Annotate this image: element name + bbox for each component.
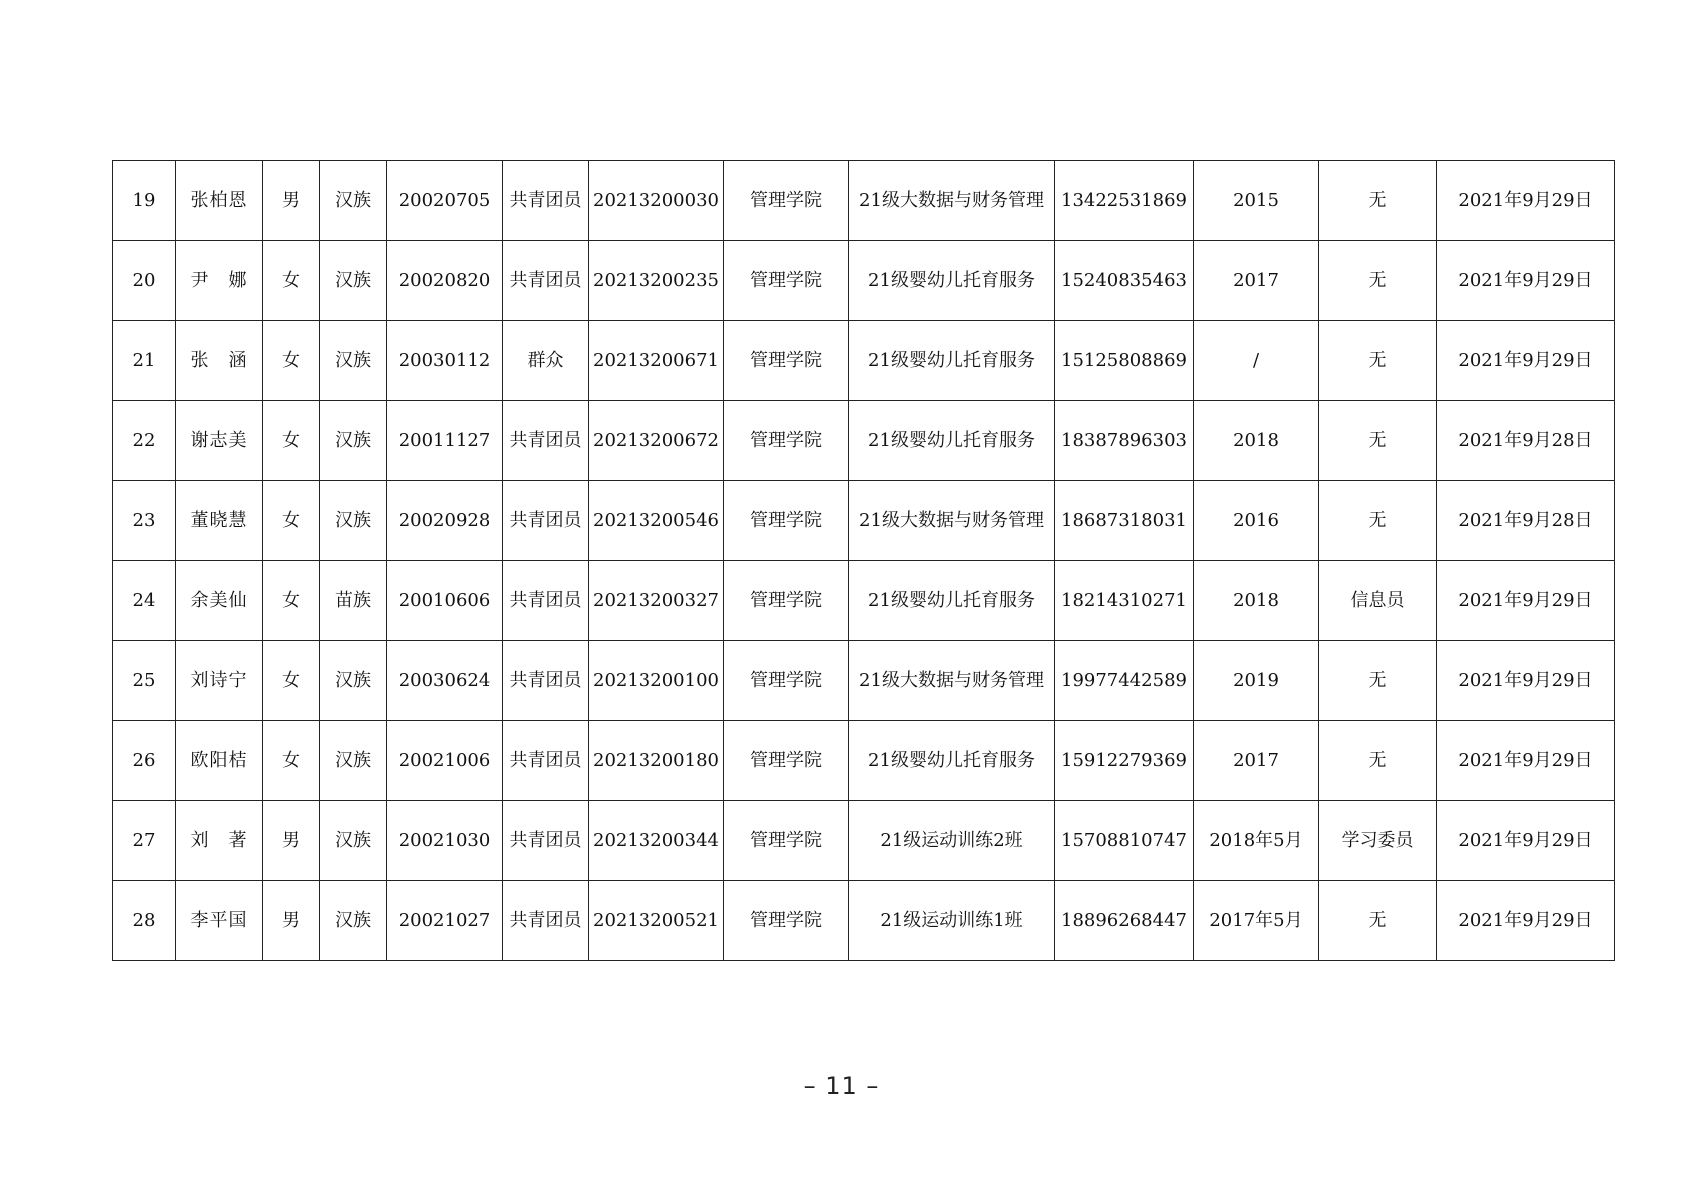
class-cell: 21级婴幼儿托育服务 [849,321,1055,401]
name-cell: 张 涵 [176,321,263,401]
date-cell: 2021年9月29日 [1437,801,1615,881]
ethnicity-cell: 苗族 [320,561,387,641]
table-row [113,161,1615,241]
name-cell: 欧阳桔 [176,721,263,801]
phone-cell: 15708810747 [1055,801,1194,881]
name-cell: 余美仙 [176,561,263,641]
political-status-cell: 共青团员 [503,401,589,481]
political-status-cell: 共青团员 [503,801,589,881]
row-number-cell: 21 [113,321,176,401]
birth-date-cell: 20020820 [387,241,503,321]
table-row [113,241,1615,321]
row-number-cell: 23 [113,481,176,561]
ethnicity-cell: 汉族 [320,721,387,801]
gender-cell: 男 [263,801,320,881]
college-cell: 管理学院 [724,881,849,961]
row-number-cell: 26 [113,721,176,801]
birth-date-cell: 20021027 [387,881,503,961]
gender-cell: 男 [263,881,320,961]
table-row [113,321,1615,401]
ethnicity-cell: 汉族 [320,881,387,961]
date-cell: 2021年9月28日 [1437,481,1615,561]
class-cell: 21级大数据与财务管理 [849,481,1055,561]
gender-cell: 女 [263,721,320,801]
class-cell: 21级运动训练2班 [849,801,1055,881]
college-cell: 管理学院 [724,161,849,241]
student-id-cell: 20213200671 [589,321,724,401]
name-cell: 张柏恩 [176,161,263,241]
gender-cell: 女 [263,481,320,561]
student-id-cell: 20213200030 [589,161,724,241]
name-cell: 李平国 [176,881,263,961]
date-cell: 2021年9月29日 [1437,321,1615,401]
position-cell: 无 [1319,401,1437,481]
position-cell: 无 [1319,241,1437,321]
join-year-cell: 2016 [1194,481,1319,561]
join-year-cell: / [1194,321,1319,401]
name-cell: 刘诗宁 [176,641,263,721]
table-row [113,481,1615,561]
college-cell: 管理学院 [724,641,849,721]
birth-date-cell: 20020928 [387,481,503,561]
ethnicity-cell: 汉族 [320,161,387,241]
table-row [113,801,1615,881]
gender-cell: 女 [263,641,320,721]
name-cell: 董晓慧 [176,481,263,561]
college-cell: 管理学院 [724,801,849,881]
gender-cell: 女 [263,321,320,401]
join-year-cell: 2018年5月 [1194,801,1319,881]
phone-cell: 15912279369 [1055,721,1194,801]
phone-cell: 15125808869 [1055,321,1194,401]
join-year-cell: 2019 [1194,641,1319,721]
table-row [113,401,1615,481]
gender-cell: 女 [263,401,320,481]
date-cell: 2021年9月29日 [1437,881,1615,961]
table-row [113,721,1615,801]
political-status-cell: 共青团员 [503,721,589,801]
college-cell: 管理学院 [724,561,849,641]
position-cell: 无 [1319,721,1437,801]
date-cell: 2021年9月28日 [1437,401,1615,481]
table-row [113,881,1615,961]
position-cell: 无 [1319,161,1437,241]
position-cell: 学习委员 [1319,801,1437,881]
position-cell: 无 [1319,881,1437,961]
table-body [113,161,1615,961]
phone-cell: 19977442589 [1055,641,1194,721]
date-cell: 2021年9月29日 [1437,561,1615,641]
class-cell: 21级婴幼儿托育服务 [849,561,1055,641]
birth-date-cell: 20030624 [387,641,503,721]
class-cell: 21级大数据与财务管理 [849,641,1055,721]
class-cell: 21级大数据与财务管理 [849,161,1055,241]
name-cell: 刘 著 [176,801,263,881]
gender-cell: 男 [263,161,320,241]
ethnicity-cell: 汉族 [320,641,387,721]
birth-date-cell: 20021006 [387,721,503,801]
political-status-cell: 共青团员 [503,561,589,641]
student-id-cell: 20213200546 [589,481,724,561]
class-cell: 21级运动训练1班 [849,881,1055,961]
phone-cell: 15240835463 [1055,241,1194,321]
birth-date-cell: 20011127 [387,401,503,481]
position-cell: 无 [1319,481,1437,561]
college-cell: 管理学院 [724,721,849,801]
table-row [113,641,1615,721]
political-status-cell: 共青团员 [503,641,589,721]
political-status-cell: 群众 [503,321,589,401]
position-cell: 无 [1319,641,1437,721]
join-year-cell: 2017 [1194,721,1319,801]
member-table [112,160,1615,961]
ethnicity-cell: 汉族 [320,481,387,561]
phone-cell: 13422531869 [1055,161,1194,241]
position-cell: 信息员 [1319,561,1437,641]
ethnicity-cell: 汉族 [320,801,387,881]
student-id-cell: 20213200521 [589,881,724,961]
birth-date-cell: 20020705 [387,161,503,241]
student-id-cell: 20213200327 [589,561,724,641]
row-number-cell: 24 [113,561,176,641]
date-cell: 2021年9月29日 [1437,161,1615,241]
phone-cell: 18387896303 [1055,401,1194,481]
birth-date-cell: 20021030 [387,801,503,881]
college-cell: 管理学院 [724,401,849,481]
college-cell: 管理学院 [724,481,849,561]
ethnicity-cell: 汉族 [320,321,387,401]
join-year-cell: 2015 [1194,161,1319,241]
college-cell: 管理学院 [724,241,849,321]
table-row [113,561,1615,641]
political-status-cell: 共青团员 [503,241,589,321]
political-status-cell: 共青团员 [503,881,589,961]
name-cell: 谢志美 [176,401,263,481]
student-id-cell: 20213200344 [589,801,724,881]
birth-date-cell: 20030112 [387,321,503,401]
college-cell: 管理学院 [724,321,849,401]
political-status-cell: 共青团员 [503,481,589,561]
position-cell: 无 [1319,321,1437,401]
birth-date-cell: 20010606 [387,561,503,641]
row-number-cell: 27 [113,801,176,881]
name-cell: 尹 娜 [176,241,263,321]
join-year-cell: 2017年5月 [1194,881,1319,961]
page-number: – 11 – [803,1072,880,1100]
class-cell: 21级婴幼儿托育服务 [849,721,1055,801]
join-year-cell: 2018 [1194,561,1319,641]
phone-cell: 18896268447 [1055,881,1194,961]
row-number-cell: 22 [113,401,176,481]
class-cell: 21级婴幼儿托育服务 [849,241,1055,321]
ethnicity-cell: 汉族 [320,401,387,481]
student-id-cell: 20213200100 [589,641,724,721]
gender-cell: 女 [263,561,320,641]
join-year-cell: 2018 [1194,401,1319,481]
gender-cell: 女 [263,241,320,321]
phone-cell: 18214310271 [1055,561,1194,641]
row-number-cell: 20 [113,241,176,321]
row-number-cell: 28 [113,881,176,961]
ethnicity-cell: 汉族 [320,241,387,321]
phone-cell: 18687318031 [1055,481,1194,561]
date-cell: 2021年9月29日 [1437,721,1615,801]
join-year-cell: 2017 [1194,241,1319,321]
row-number-cell: 25 [113,641,176,721]
row-number-cell: 19 [113,161,176,241]
student-id-cell: 20213200672 [589,401,724,481]
student-id-cell: 20213200180 [589,721,724,801]
date-cell: 2021年9月29日 [1437,641,1615,721]
date-cell: 2021年9月29日 [1437,241,1615,321]
student-id-cell: 20213200235 [589,241,724,321]
class-cell: 21级婴幼儿托育服务 [849,401,1055,481]
political-status-cell: 共青团员 [503,161,589,241]
